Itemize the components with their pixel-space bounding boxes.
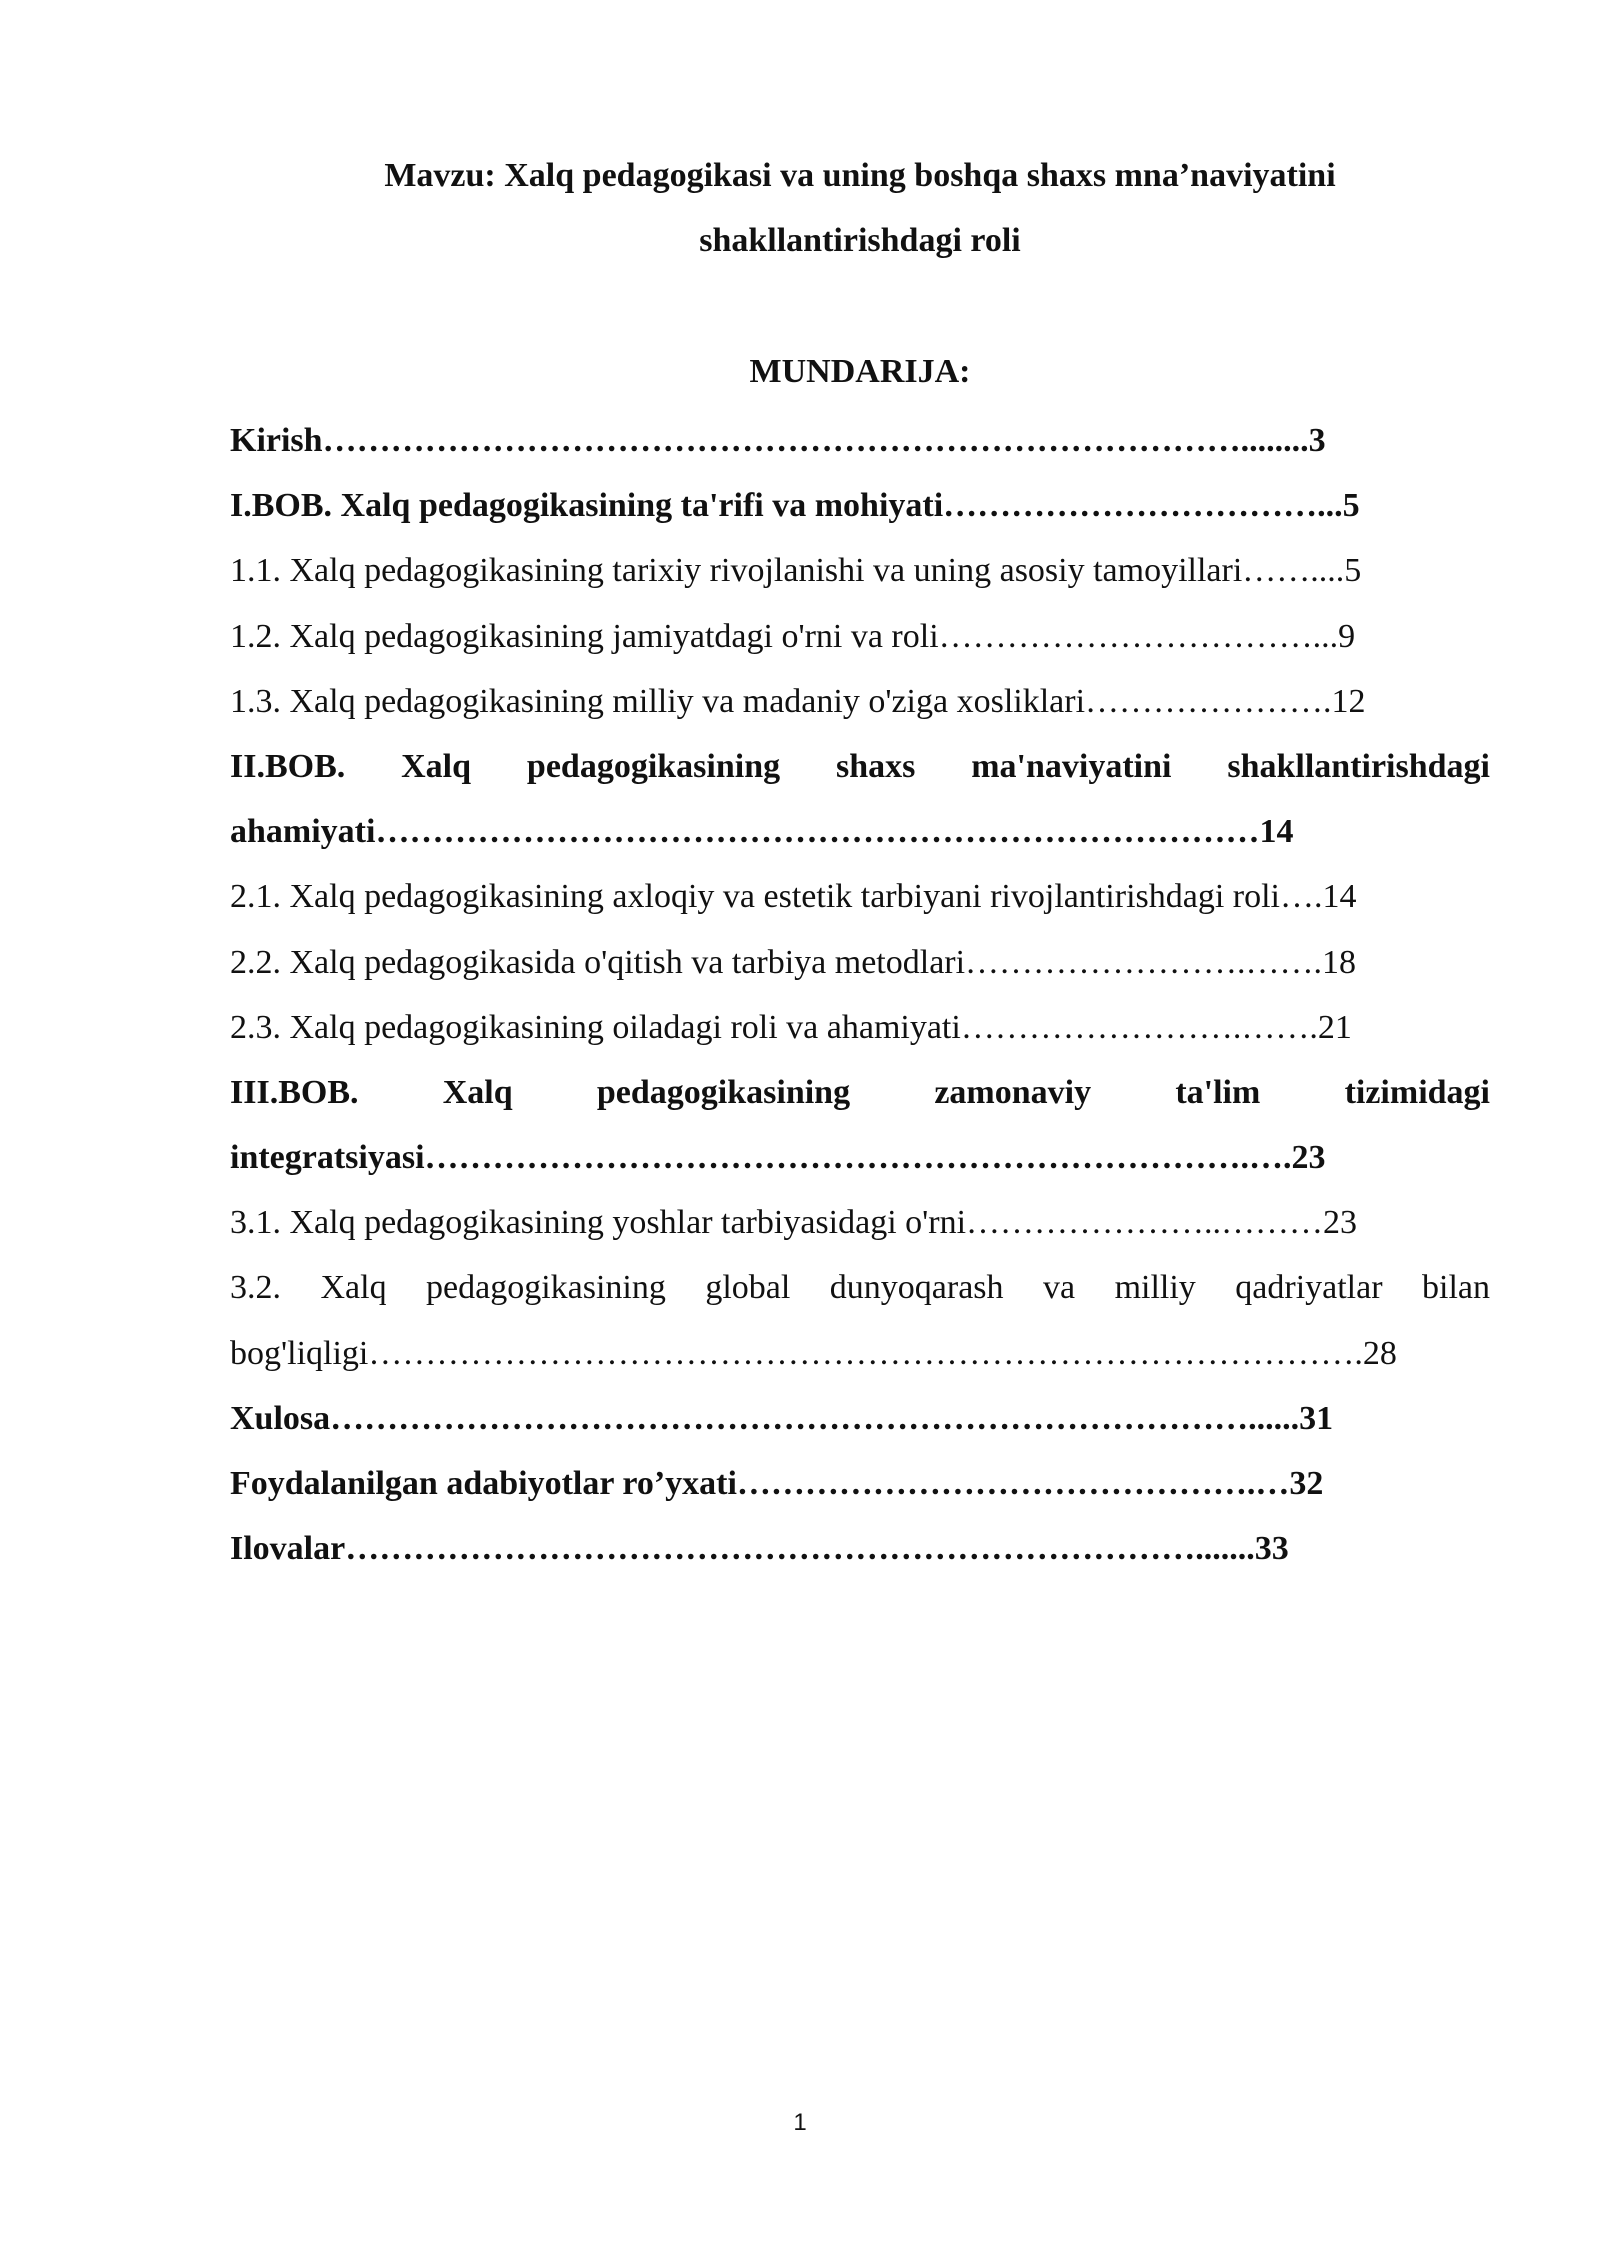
- toc-entry-2-3: 2.3. Xalq pedagogikasining oiladagi roli va ahamiyati…………………….…….21: [230, 1008, 1352, 1046]
- toc-entry-xulosa: Xulosa………………………………………………………………………......31: [230, 1399, 1334, 1437]
- toc-entry-chapter-2-line-2: ahamiyati……………………………………………………………………14: [230, 813, 1294, 851]
- toc-entry-3-1: 3.1. Xalq pedagogikasining yoshlar tarbiyasidagi o'rni…………………..………23: [230, 1204, 1358, 1242]
- toc-entry-chapter-2-line-1: II.BOB. Xalq pedagogikasining shaxs ma'naviyatini shakllantirishdagi: [230, 747, 1490, 785]
- toc-entry-2-1: 2.1. Xalq pedagogikasining axloqiy va estetik tarbiyani rivojlantirishdagi roli….14: [230, 878, 1357, 916]
- toc-entry-1-2: 1.2. Xalq pedagogikasining jamiyatdagi o'rni va roli……………………………...9: [230, 617, 1356, 655]
- toc-entry-chapter-3-line-2: integratsiyasi……………………………………………………………….….23: [230, 1139, 1326, 1177]
- document-title: [230, 143, 1490, 273]
- toc-entry-1-3: 1.3. Xalq pedagogikasining milliy va madaniy o'ziga xosliklari………………….12: [230, 682, 1366, 720]
- toc-entry-3-2-line-1: 3.2. Xalq pedagogikasining global dunyoqarash va milliy qadriyatlar bilan: [230, 1269, 1490, 1307]
- toc-entry-kirish: Kirish………………………………………………………………………........3: [230, 422, 1326, 459]
- page-number: 1: [793, 2109, 807, 2136]
- toc-entry-references: Foydalanilgan adabiyotlar ro’yxati……………………………………….…32: [230, 1465, 1324, 1502]
- table-of-contents: [230, 408, 1490, 1581]
- title-line-2: shakllantirishdagi roli: [699, 222, 1021, 259]
- toc-entry-chapter-3-line-1: III.BOB. Xalq pedagogikasining zamonaviy ta'lim tizimidagi: [230, 1073, 1490, 1111]
- toc-entry-3-2-line-2: bog'liqligi…………………………………………………………………………….28: [230, 1334, 1397, 1372]
- toc-entry-chapter-1: I.BOB. Xalq pedagogikasining ta'rifi va mohiyati……………………………...5: [230, 487, 1360, 525]
- toc-heading: MUNDARIJA:: [749, 353, 971, 390]
- toc-entry-1-1: 1.1. Xalq pedagogikasining tarixiy rivojlanishi va uning asosiy tamoyillari……....5: [230, 552, 1362, 590]
- title-line-1: Mavzu: Xalq pedagogikasi va uning boshqa shaxs mna’naviyatini: [384, 157, 1336, 194]
- toc-entry-2-2: 2.2. Xalq pedagogikasida o'qitish va tarbiya metodlari…………………….…….18: [230, 943, 1357, 981]
- toc-entry-appendices: Ilovalar………………………………………………………………….......33: [230, 1530, 1289, 1568]
